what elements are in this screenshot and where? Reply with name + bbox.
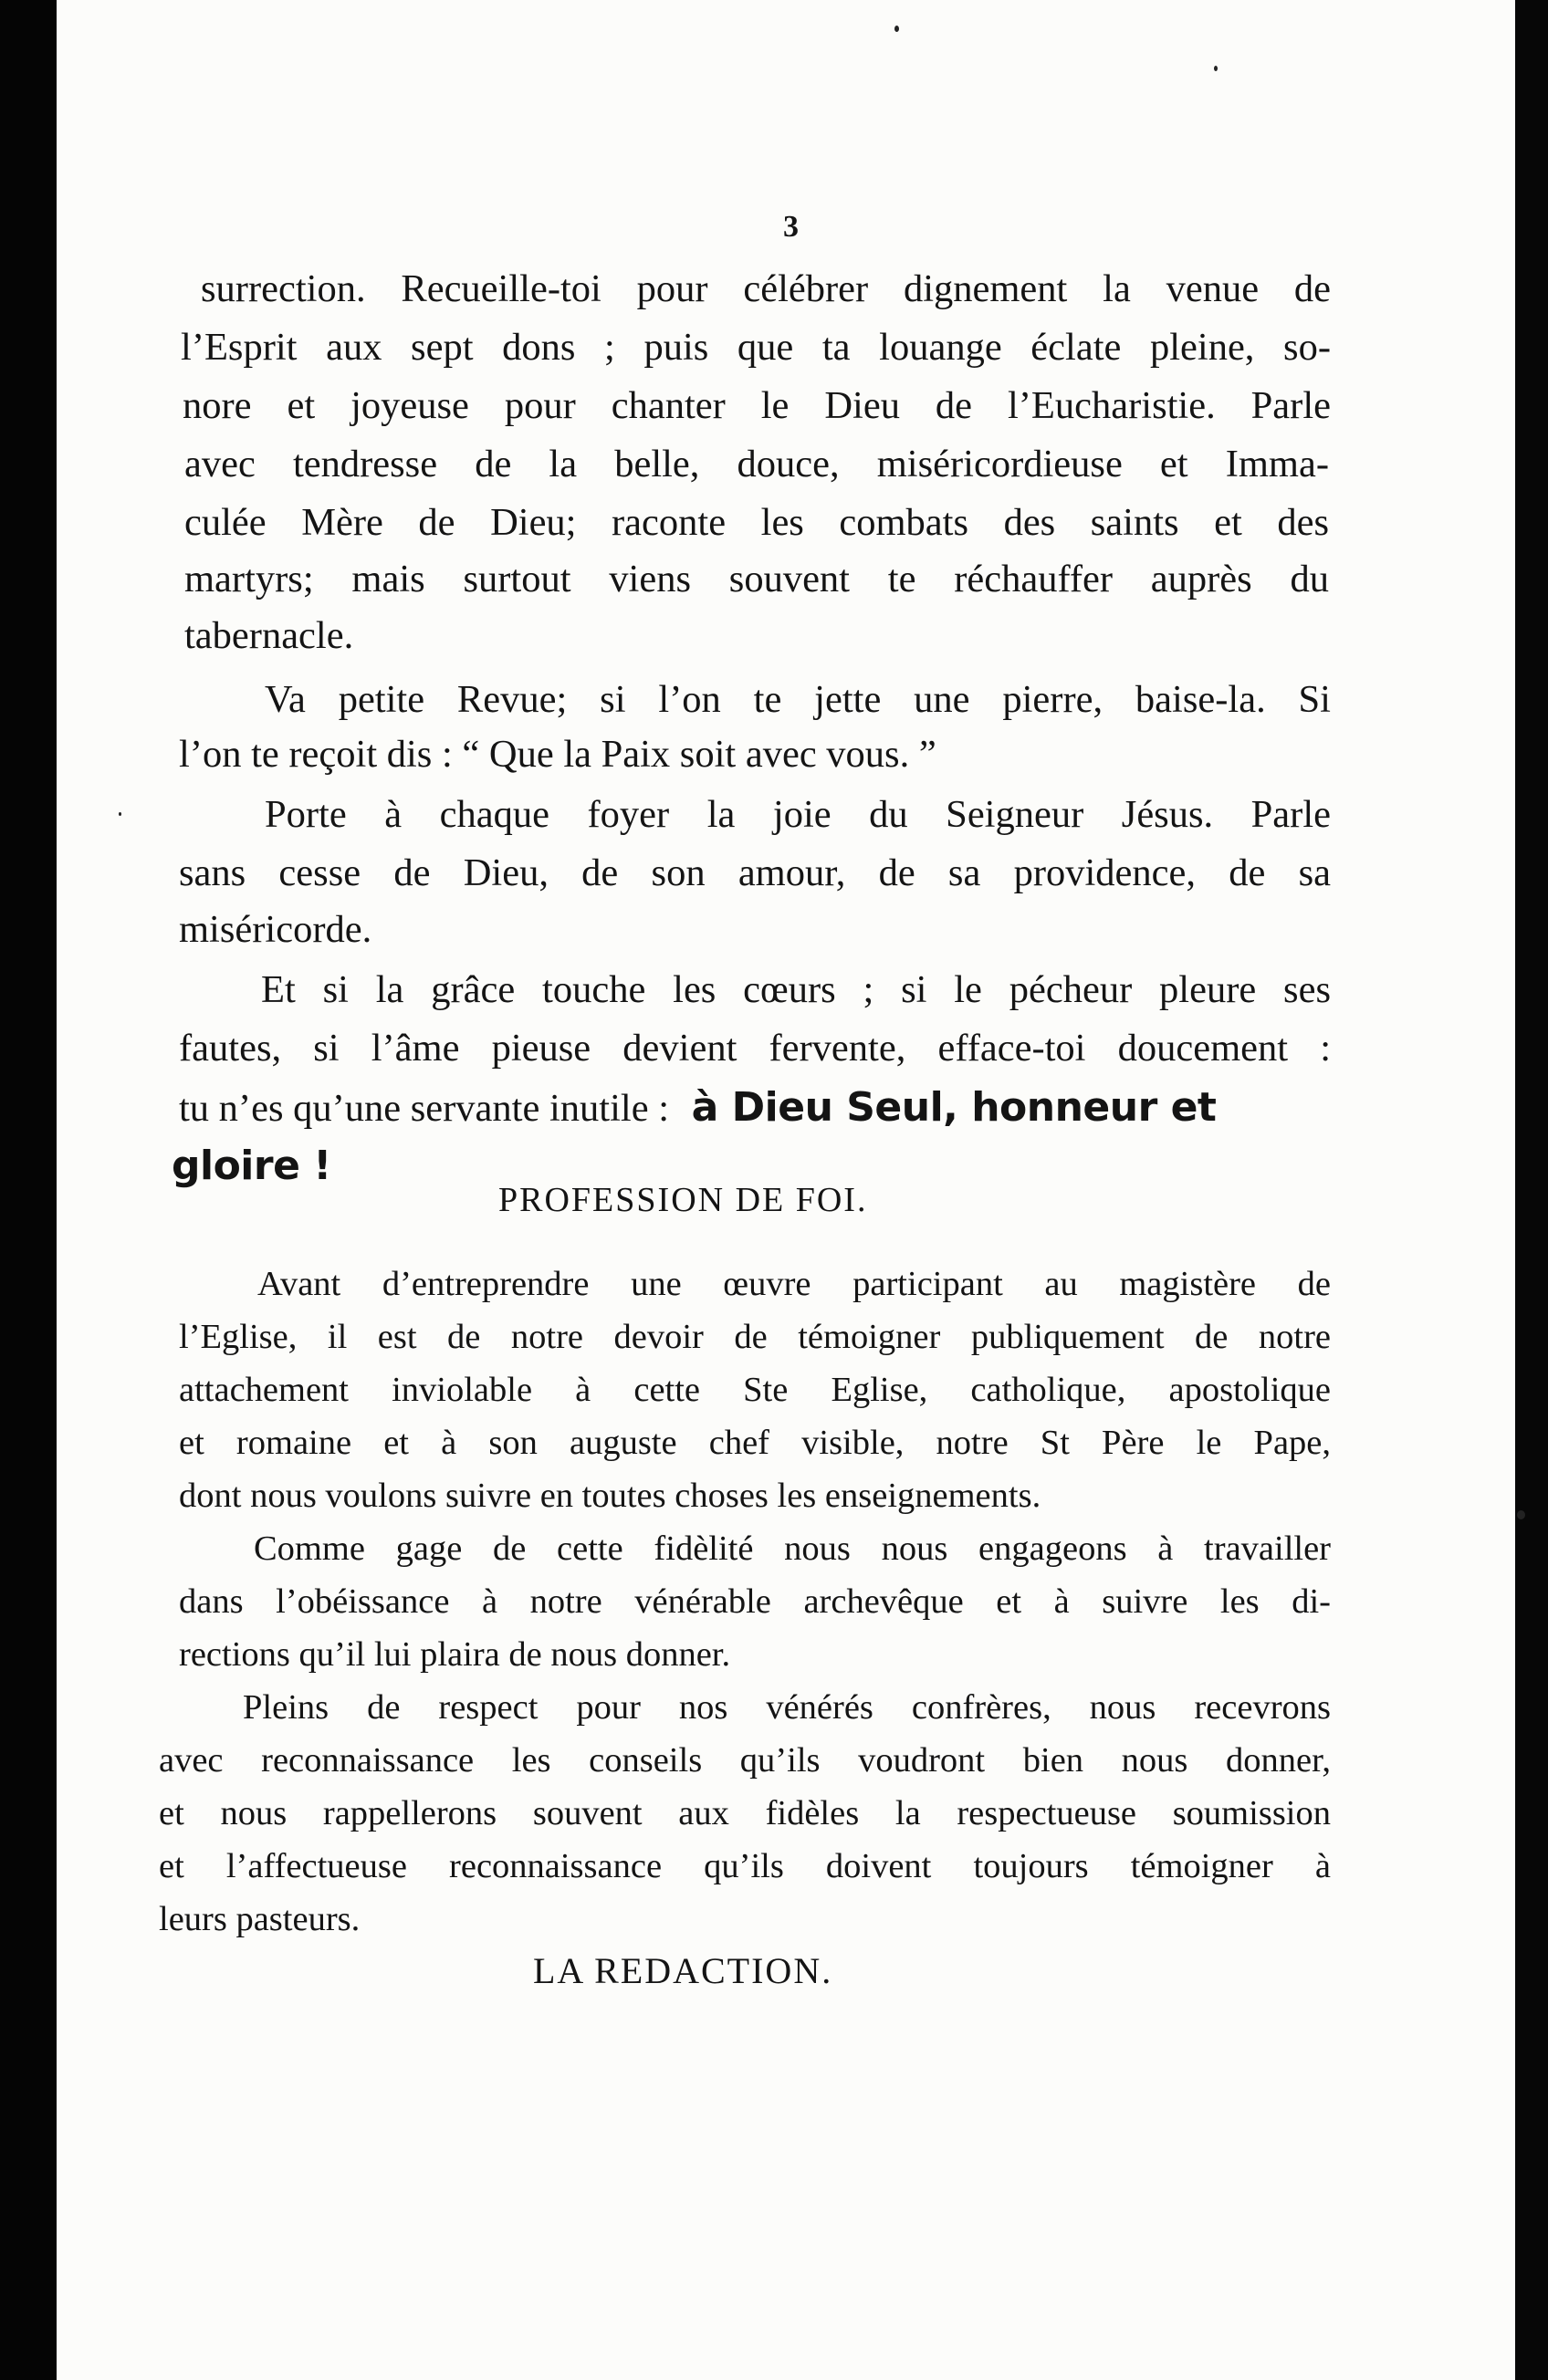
text-line: Comme gage de cette fidèlité nous nous engageons à travailler [254, 1529, 1331, 1568]
text-line: avec reconnaissance les conseils qu’ils voudront bien nous donner, [159, 1741, 1331, 1780]
text-line: miséricorde. [179, 908, 372, 951]
plain-text: tu n’es qu’une servante inutile : [179, 1087, 669, 1130]
text-line-with-emphasis [179, 1084, 1331, 1131]
text-line: Pleins de respect pour nos vénérés confrères, nous recevrons [243, 1688, 1331, 1727]
text-line: rections qu’il lui plaira de nous donner. [179, 1635, 731, 1674]
page-number: 3 [783, 210, 799, 244]
emphasis-text: à Dieu Seul, honneur et [691, 1084, 1217, 1131]
section-heading: PROFESSION DE FOI. [498, 1181, 868, 1219]
text-line: et l’affectueuse reconnaissance qu’ils doivent toujours témoigner à [159, 1847, 1331, 1885]
text-line: attachement inviolable à cette Ste Eglise, catholique, apostolique [179, 1371, 1331, 1409]
text-line: fautes, si l’âme pieuse devient fervente, efface-toi doucement : [179, 1027, 1331, 1070]
text-line: dans l’obéissance à notre vénérable archevêque et à suivre les di- [179, 1582, 1331, 1621]
text-line: Va petite Revue; si l’on te jette une pierre, baise-la. Si [265, 678, 1331, 721]
text-line: l’Esprit aux sept dons ; puis que ta louange éclate pleine, so- [181, 326, 1331, 369]
text-line: Porte à chaque foyer la joie du Seigneur Jésus. Parle [265, 793, 1331, 836]
text-line: Avant d’entreprendre une œuvre participant au magistère de [257, 1265, 1331, 1303]
text-line: Et si la grâce touche les cœurs ; si le pécheur pleure ses [261, 968, 1331, 1011]
emphasis-text: gloire ! [172, 1143, 331, 1189]
text-line: avec tendresse de la belle, douce, miséricordieuse et Imma- [184, 443, 1329, 485]
scan-speck [1214, 66, 1218, 71]
text-line: l’Eglise, il est de notre devoir de témoigner publiquement de notre [179, 1318, 1331, 1356]
text-line: nore et joyeuse pour chanter le Dieu de l’Eucharistie. Parle [183, 384, 1331, 427]
text-line: et nous rappellerons souvent aux fidèles la respectueuse soumission [159, 1794, 1331, 1832]
scan-speck [1517, 1510, 1525, 1519]
text-line: l’on te reçoit dis : “ Que la Paix soit avec vous. ” [179, 733, 936, 776]
scan-left-border [0, 0, 57, 2380]
document-page [57, 0, 1515, 2380]
text-line: tabernacle. [184, 614, 354, 657]
text-line: dont nous voulons suivre en toutes choses les enseignements. [179, 1477, 1041, 1515]
text-line: culée Mère de Dieu; raconte les combats des saints et des [184, 501, 1329, 544]
scan-right-border [1515, 0, 1548, 2380]
text-line: martyrs; mais surtout viens souvent te réchauffer auprès du [184, 558, 1329, 600]
text-line: et romaine et à son auguste chef visible, notre St Père le Pape, [179, 1424, 1331, 1462]
text-line: sans cesse de Dieu, de son amour, de sa providence, de sa [179, 851, 1331, 894]
scan-speck [894, 26, 899, 32]
text-line: surrection. Recueille-toi pour célébrer dignement la venue de [201, 267, 1331, 310]
signature: LA REDACTION. [533, 1950, 833, 1991]
scan-speck [119, 812, 121, 816]
text-line: leurs pasteurs. [159, 1900, 361, 1938]
